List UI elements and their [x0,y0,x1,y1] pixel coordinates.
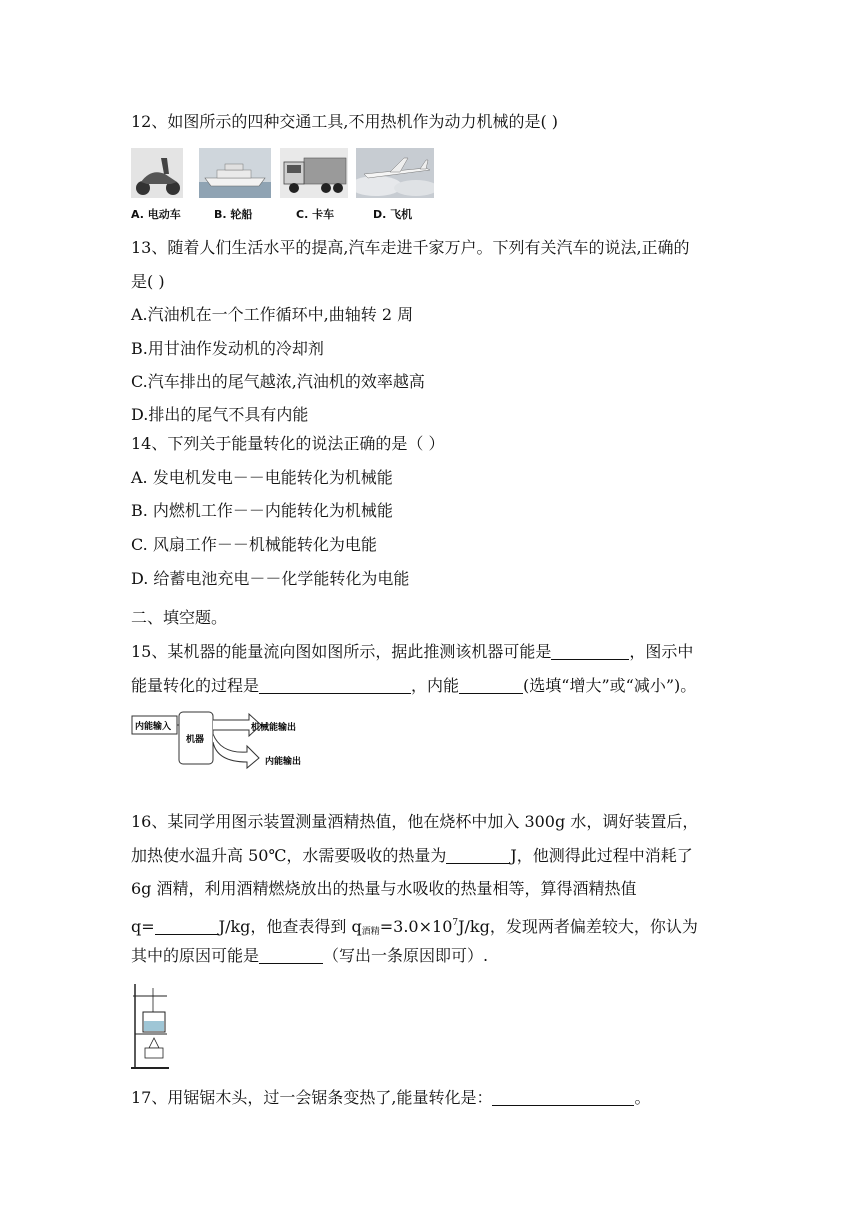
q13-option-c: C.汽车排出的尾气越浓,汽油机的效率越高 [131,372,425,391]
q17-blank[interactable] [492,1089,634,1106]
q16-line-5: 其中的原因可能是 （写出一条原因即可）. [131,946,489,965]
flow-out-mechanical-label: 机械能输出 [251,723,297,733]
q12-option-d: D. 飞机 [373,208,413,221]
q12-stem: 12、如图所示的四种交通工具,不用热机作为动力机械的是( ) [131,112,559,131]
q13-option-d: D.排出的尾气不具有内能 [131,405,309,424]
flow-input-label: 内能输入 [135,722,172,732]
q13-stem-2: 是( ) [131,272,165,291]
q14-option-a: A. 发电机发电－－电能转化为机械能 [131,468,393,487]
q13-option-a: A.汽油机在一个工作循环中,曲轴转 2 周 [131,305,414,324]
q12-option-a: A. 电动车 [131,208,181,221]
energy-flow-diagram [131,706,341,776]
q12-option-b: B. 轮船 [214,208,253,221]
ship-image [199,148,271,198]
q16-blank-q[interactable] [155,918,219,935]
q14-option-d: D. 给蓄电池充电－－化学能转化为电能 [131,569,410,588]
q16-line-1: 16、某同学用图示装置测量酒精热值，他在烧杯中加入 300g 水，调好装置后， [131,812,699,831]
q15-blank-machine[interactable] [551,643,629,660]
q16-line-3: 6g 酒精，利用酒精燃烧放出的热量与水吸收的热量相等，算得酒精热值 [131,879,637,898]
truck-image [280,148,348,198]
q17-line: 17、用锯锯木头，过一会锯条变热了,能量转化是： 。 [131,1088,651,1107]
q16-blank-heat[interactable] [446,847,510,864]
q13-option-b: B.用甘油作发动机的冷却剂 [131,339,324,358]
q14-option-c: C. 风扇工作－－机械能转化为电能 [131,535,377,554]
apparatus-diagram [131,982,171,1072]
q15-blank-process[interactable] [259,677,411,694]
q16-line-2: 加热使水温升高 50℃，水需要吸收的热量为 J，他测得此过程中消耗了 [131,846,693,865]
airplane-image [356,148,434,198]
q16-line-4: q= J/kg，他查表得到 $q_{酒精}=3.0\times 10^7J/kg$，发现两者偏差较大，你认为 [131,917,698,937]
q13-stem-1: 13、随着人们生活水平的提高,汽车走进千家万户。下列有关汽车的说法,正确的 [131,238,690,257]
q15-line-2: 能量转化的过程是 ，内能 (选填“增大”或“减小”)。 [131,676,697,695]
section-title: 二、填空题。 [131,608,228,627]
q15-blank-change[interactable] [459,677,523,694]
scooter-image [131,148,183,198]
q12-option-c: C. 卡车 [296,208,335,221]
q15-line-1: 15、某机器的能量流向图如图所示，据此推测该机器可能是 ，图示中 [131,642,694,661]
flow-machine-label: 机器 [186,735,205,745]
q14-option-b: B. 内燃机工作－－内能转化为机械能 [131,501,393,520]
q16-blank-reason[interactable] [259,947,323,964]
flow-out-internal-label: 内能输出 [265,757,302,767]
q14-stem: 14、下列关于能量转化的说法正确的是（ ） [131,434,445,453]
